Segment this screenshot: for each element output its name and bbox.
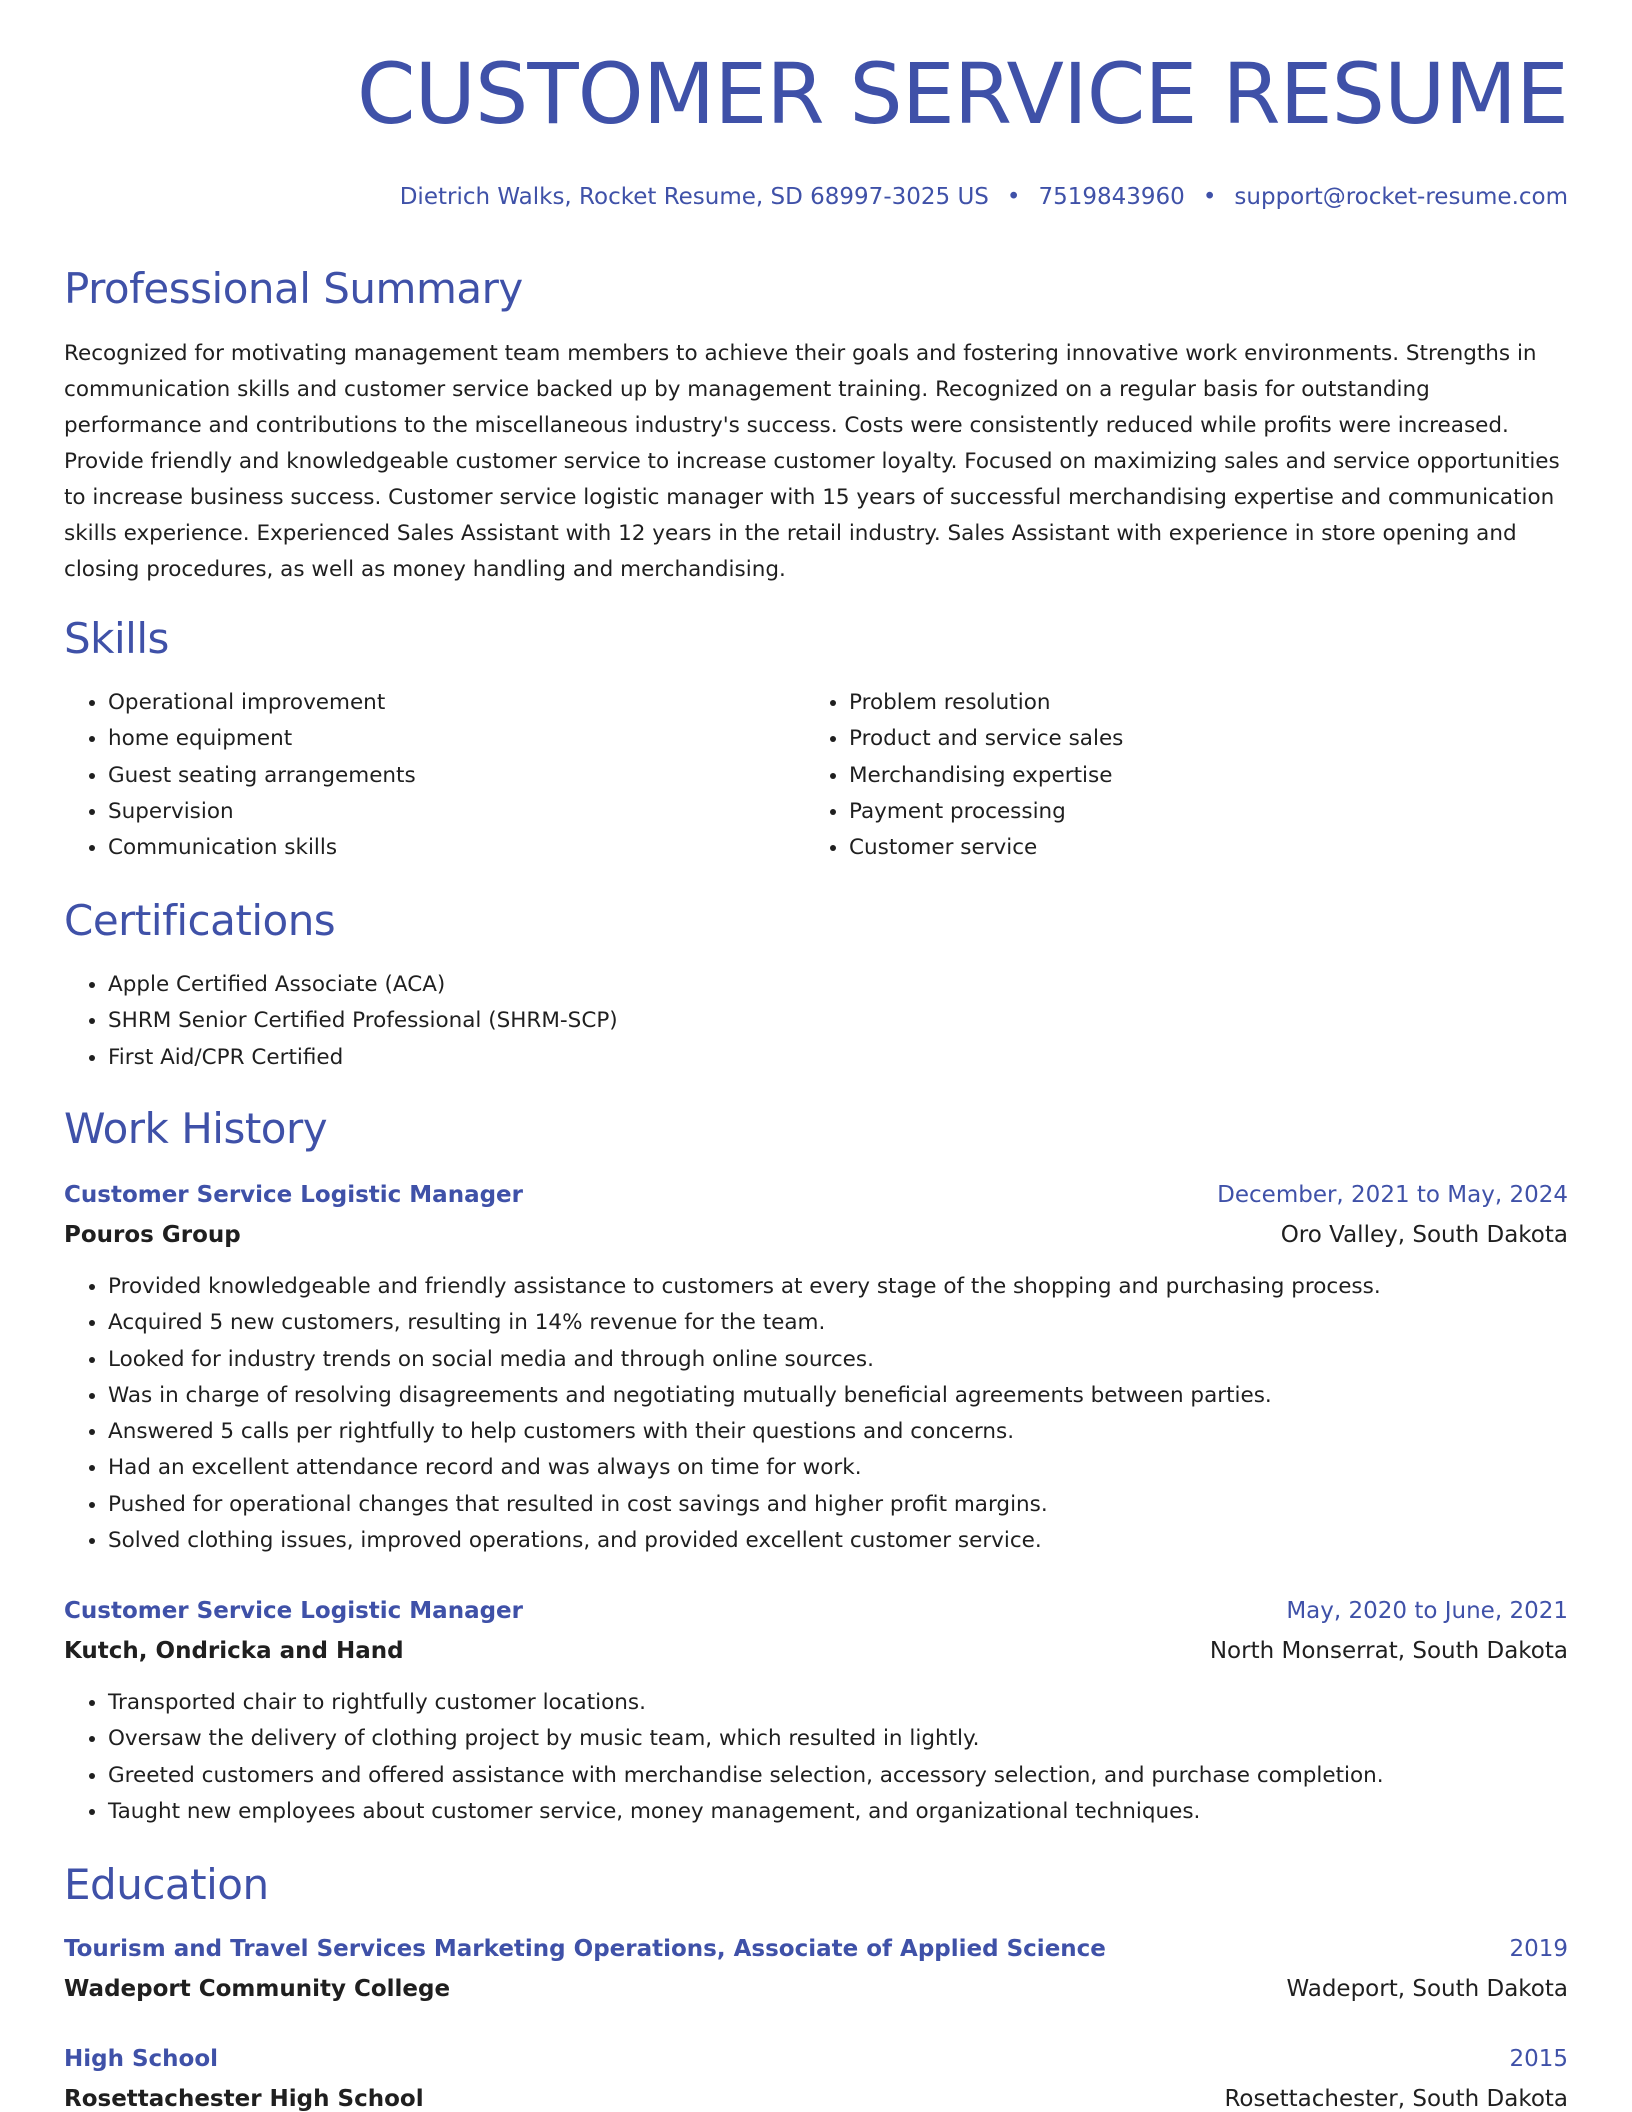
job-title: Customer Service Logistic Manager — [64, 1598, 524, 1624]
job-dates: May, 2020 to June, 2021 — [1286, 1598, 1568, 1624]
education-year: 2019 — [1509, 1936, 1568, 1962]
contact-separator: • — [1202, 184, 1217, 210]
contact-address: Dietrich Walks, Rocket Resume, SD 68997-3025 US — [399, 184, 989, 210]
skill-item: • Guest seating arrangements — [108, 758, 416, 794]
job-bullet: • Taught new employees about customer service, money management, and organizational techniques. — [108, 1794, 1384, 1830]
work-history-heading: Work History — [64, 1104, 328, 1153]
job-bullet: • Answered 5 calls per rightfully to help customers with their questions and concerns. — [108, 1414, 1381, 1450]
skills-heading: Skills — [64, 614, 169, 663]
job-bullets — [64, 1685, 1384, 1830]
job-bullets — [64, 1269, 1381, 1559]
education-school-row — [64, 1978, 1568, 2001]
job-header — [64, 1600, 1568, 1623]
skill-item: • Operational improvement — [108, 685, 416, 721]
job-bullet: • Pushed for operational changes that resulted in cost savings and higher profit margins. — [108, 1487, 1381, 1523]
job-location: Oro Valley, South Dakota — [1280, 1222, 1568, 1248]
job-company: Pouros Group — [64, 1222, 241, 1248]
job-company: Kutch, Ondricka and Hand — [64, 1638, 404, 1664]
skill-item: • Payment processing — [849, 794, 1123, 830]
job-bullet: • Greeted customers and offered assistance with merchandise selection, accessory selection, and purchase completion. — [108, 1758, 1384, 1794]
skill-item: • Problem resolution — [849, 685, 1123, 721]
job-bullet: • Was in charge of resolving disagreements and negotiating mutually beneficial agreements between parties. — [108, 1378, 1381, 1414]
job-company-row — [64, 1640, 1568, 1663]
summary-text: Recognized for motivating management team members to achieve their goals and fostering innovative work environments. Strengths in communication skills and customer service backed up by management training. Recognized on a regular basis for outstanding performance and contributions to the miscellaneous industry's success. Costs were consistently reduced while profits were increased. Provide friendly and knowledgeable customer service to increase customer loyalty. Focused on maximizing sales and service opportunities to increase business success. Customer service logistic manager with 15 years of successful merchandising expertise and communication skills experience. Experienced Sales Assistant with 12 years in the retail industry. Sales Assistant with experience in store opening and closing procedures, as well as money handling and merchandising. — [64, 341, 1560, 582]
education-degree: High School — [64, 2046, 219, 2072]
job-company-row — [64, 1224, 1568, 1247]
resume-title: CUSTOMER SERVICE RESUME — [356, 45, 1568, 143]
job-bullet: • Oversaw the delivery of clothing project by music team, which resulted in lightly. — [108, 1721, 1384, 1757]
education-school-row — [64, 2088, 1568, 2111]
job-bullet: • Solved clothing issues, improved operations, and provided excellent customer service. — [108, 1523, 1381, 1559]
education-year: 2015 — [1509, 2046, 1568, 2072]
job-bullet: • Had an excellent attendance record and was always on time for work. — [108, 1450, 1381, 1486]
certification-item: • First Aid/CPR Certified — [108, 1040, 618, 1076]
job-bullet: • Acquired 5 new customers, resulting in 14% revenue for the team. — [108, 1305, 1381, 1341]
education-header — [64, 2048, 1568, 2071]
education-school: Wadeport Community College — [64, 1976, 451, 2002]
job-dates: December, 2021 to May, 2024 — [1217, 1182, 1568, 1208]
job-location: North Monserrat, South Dakota — [1209, 1638, 1568, 1664]
contact-separator: • — [1006, 184, 1021, 210]
summary-heading: Professional Summary — [64, 264, 523, 313]
education-header — [64, 1938, 1568, 1961]
certifications-list — [64, 967, 618, 1076]
contact-line — [400, 184, 1568, 210]
education-school: Rosettachester High School — [64, 2086, 424, 2112]
skills-list-right — [805, 685, 1123, 866]
job-bullet: • Provided knowledgeable and friendly assistance to customers at every stage of the shopping and purchasing process. — [108, 1269, 1381, 1305]
skill-item: • Communication skills — [108, 830, 416, 866]
certification-item: • SHRM Senior Certified Professional (SHRM-SCP) — [108, 1003, 618, 1039]
contact-phone: 7519843960 — [1038, 184, 1185, 210]
job-header — [64, 1184, 1568, 1207]
job-bullet: • Looked for industry trends on social media and through online sources. — [108, 1342, 1381, 1378]
skill-item: • Product and service sales — [849, 721, 1123, 757]
skill-item: • home equipment — [108, 721, 416, 757]
job-title: Customer Service Logistic Manager — [64, 1182, 524, 1208]
skill-item: • Merchandising expertise — [849, 758, 1123, 794]
skill-item: • Supervision — [108, 794, 416, 830]
education-location: Wadeport, South Dakota — [1286, 1976, 1568, 2002]
education-heading: Education — [64, 1860, 269, 1909]
education-degree: Tourism and Travel Services Marketing Operations, Associate of Applied Science — [64, 1936, 1106, 1962]
education-location: Rosettachester, South Dakota — [1224, 2086, 1568, 2112]
certifications-heading: Certifications — [64, 896, 336, 945]
skills-list-left — [64, 685, 416, 866]
job-bullet: • Transported chair to rightfully customer locations. — [108, 1685, 1384, 1721]
contact-email: support@rocket-resume.com — [1234, 184, 1568, 210]
skill-item: • Customer service — [849, 830, 1123, 866]
certification-item: • Apple Certified Associate (ACA) — [108, 967, 618, 1003]
